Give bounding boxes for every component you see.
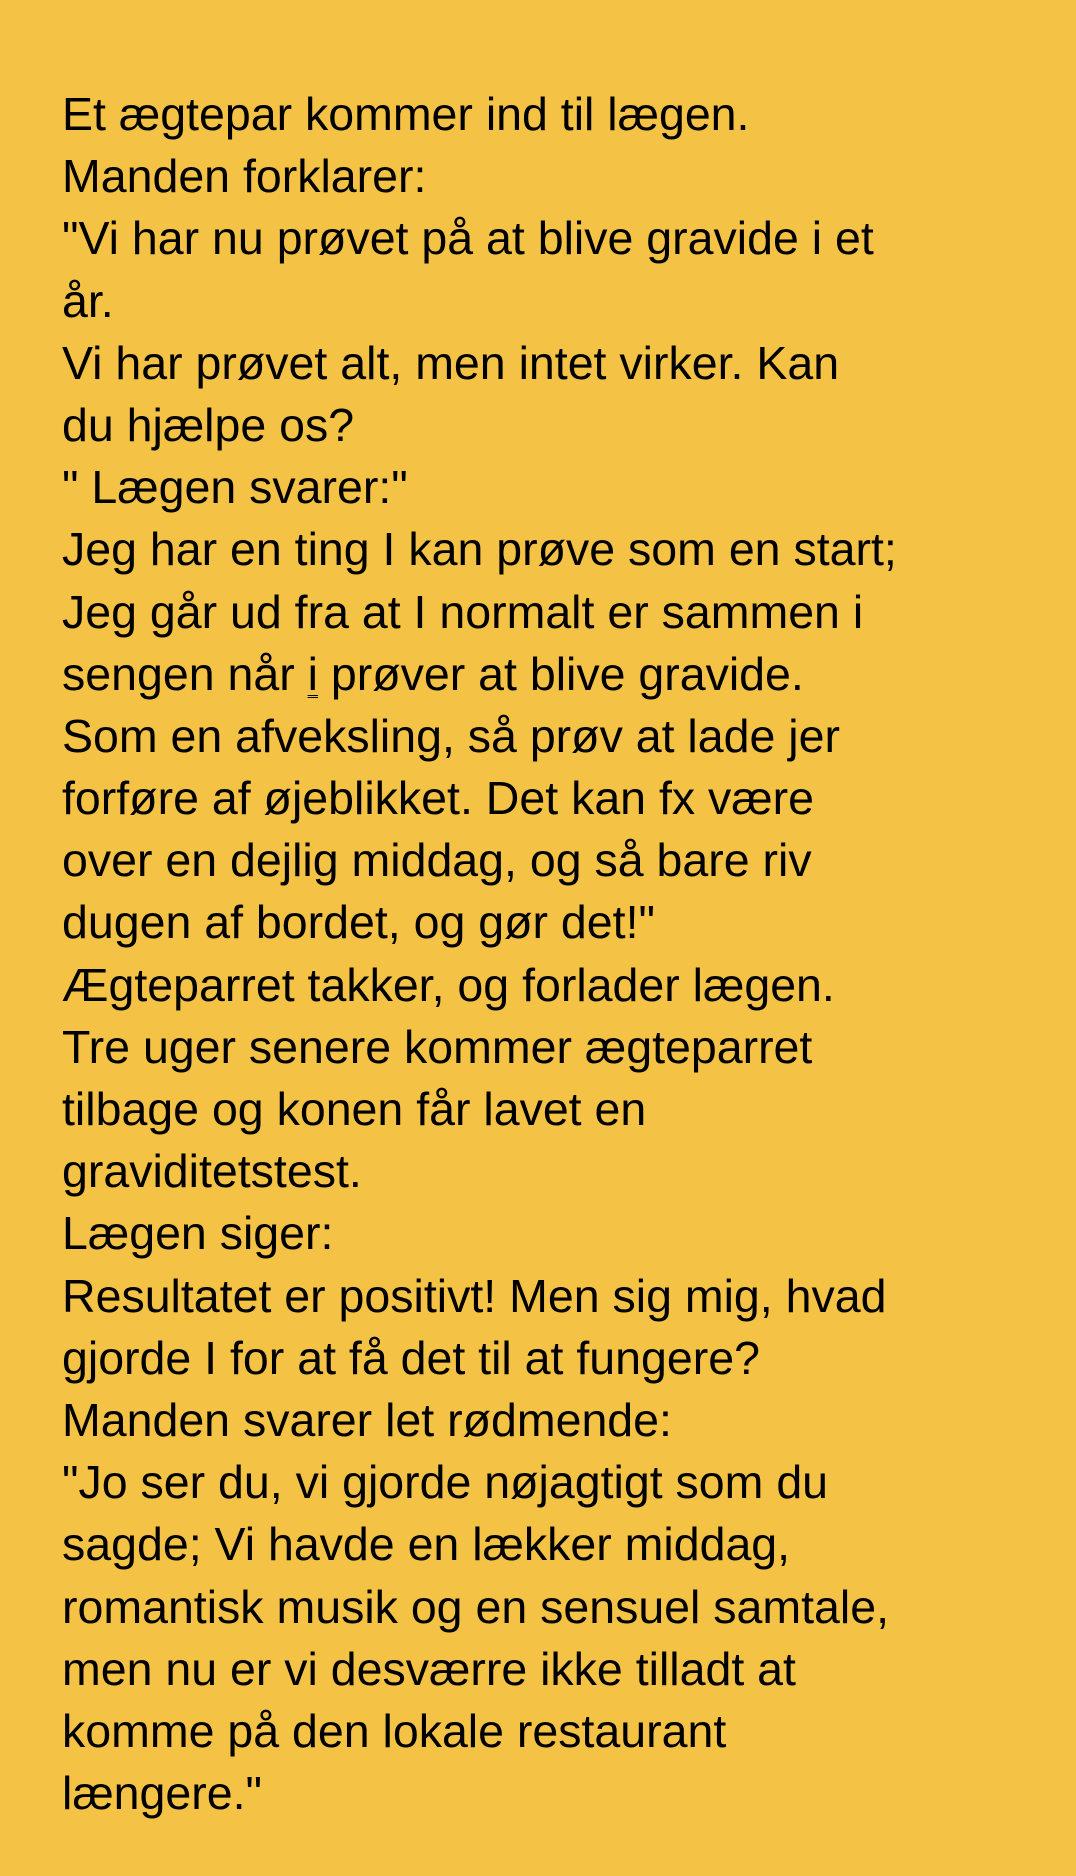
text-line: Jeg har en ting I kan prøve som en start;	[62, 523, 897, 576]
text-line: længere."	[62, 1767, 263, 1820]
text-line: Tre uger senere kommer ægteparret	[62, 1020, 813, 1073]
text-line: forføre af øjeblikket. Det kan fx være	[62, 772, 814, 825]
joke-text-block	[62, 83, 1062, 1824]
text-line: du hjælpe os?	[62, 398, 355, 451]
text-line: sagde; Vi havde en lækker middag,	[62, 1518, 791, 1571]
text-line: komme på den lokale restaurant	[62, 1704, 727, 1757]
text-line: Manden svarer let rødmende:	[62, 1393, 672, 1446]
text-line: Vi har prøvet alt, men intet virker. Kan	[62, 336, 840, 389]
text-line: men nu er vi desværre ikke tilladt at	[62, 1642, 796, 1695]
text-line: Som en afveksling, så prøv at lade jer	[62, 709, 840, 762]
underlined-word: i	[307, 647, 318, 700]
text-line: dugen af bordet, og gør det!"	[62, 896, 655, 949]
text-line: Ægteparret takker, og forlader lægen.	[62, 958, 835, 1011]
text-line: Et ægtepar kommer ind til lægen.	[62, 88, 750, 140]
text-segment: sengen når	[62, 647, 308, 700]
text-line: tilbage og konen får lavet en	[62, 1083, 647, 1135]
text-line: Resultatet er positivt! Men sig mig, hvad	[62, 1269, 887, 1322]
text-line: gjorde I for at få det til at fungere?	[62, 1331, 760, 1384]
text-line: "Jo ser du, vi gjorde nøjagtigt som du	[62, 1456, 829, 1509]
text-line: "Vi har nu prøvet på at blive gravide i et	[62, 212, 874, 265]
text-line: Lægen siger:	[62, 1207, 334, 1260]
text-line: over en dejlig middag, og så bare riv	[62, 834, 812, 887]
text-line: graviditetstest.	[62, 1145, 362, 1198]
text-line: år.	[62, 274, 114, 327]
text-line: romantisk musik og en sensuel samtale,	[62, 1580, 890, 1633]
text-line	[62, 643, 1062, 705]
text-line: Jeg går ud fra at I normalt er sammen i	[62, 585, 864, 638]
text-line: " Lægen svarer:"	[62, 461, 408, 514]
text-segment: prøver at blive gravide.	[317, 647, 804, 700]
text-line: Manden forklarer:	[62, 150, 427, 203]
